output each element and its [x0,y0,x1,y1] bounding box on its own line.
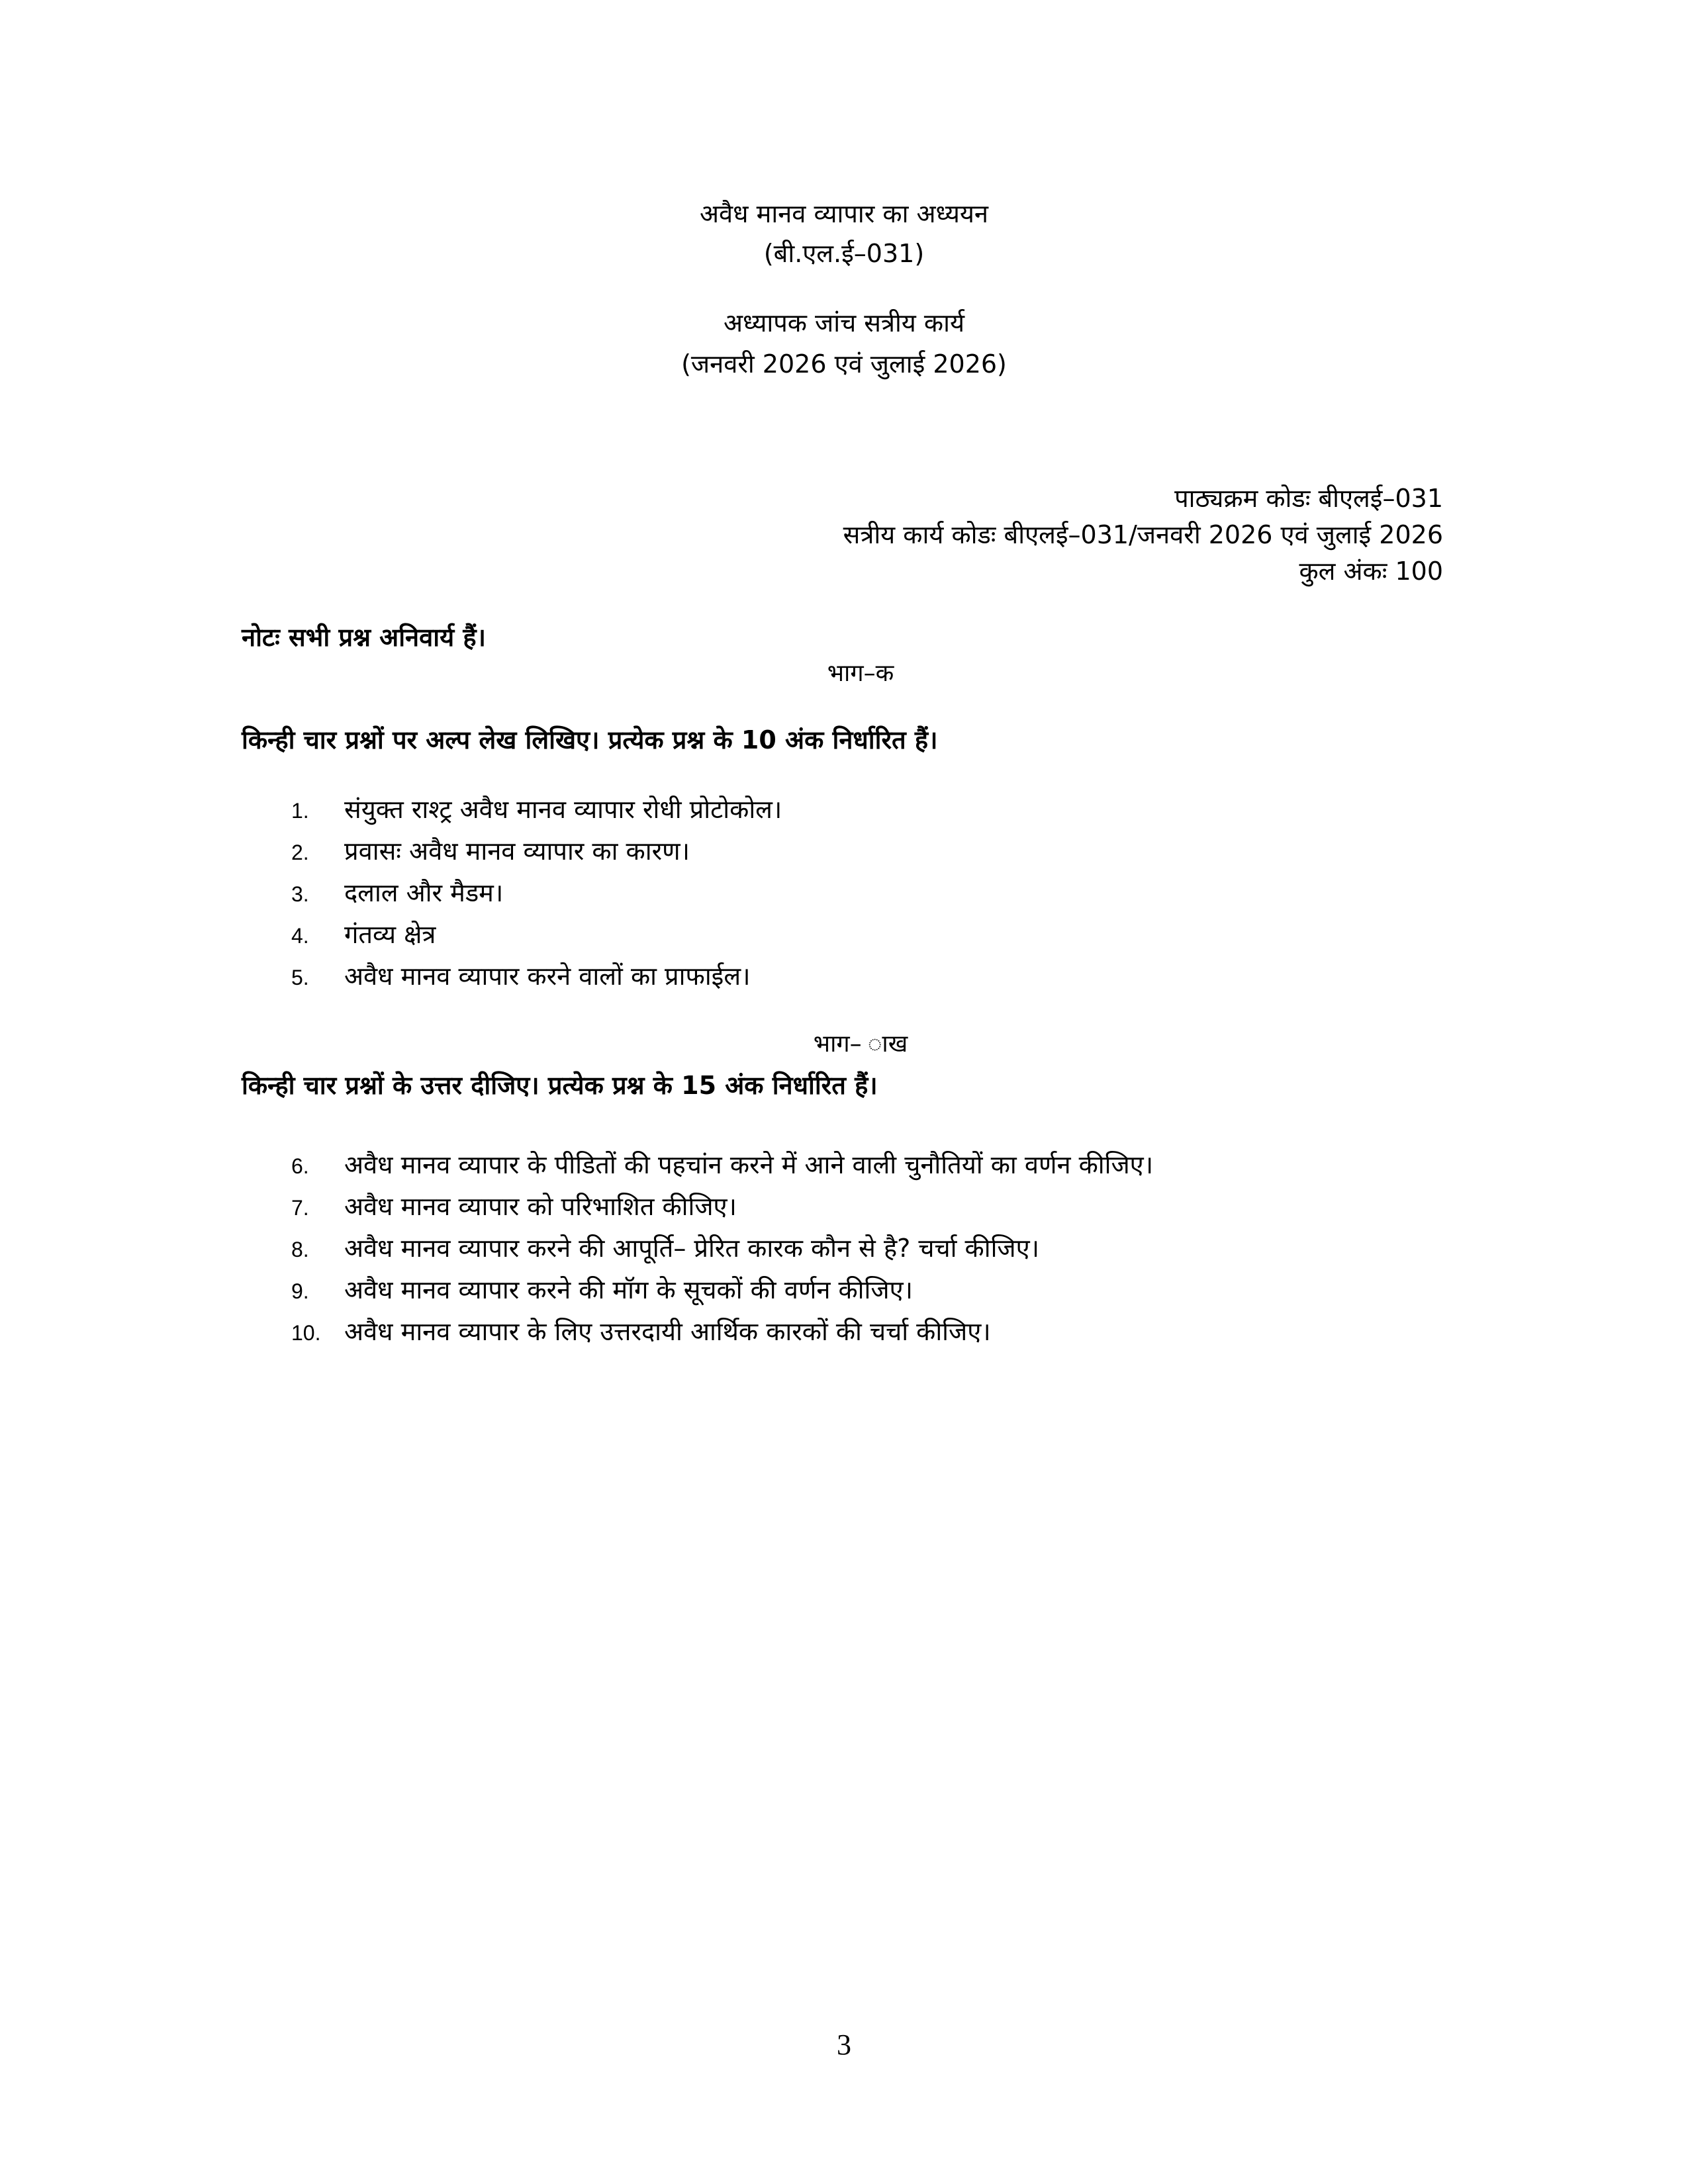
question-item [291,1270,1153,1312]
section-b-heading: भाग– ाख [813,1030,908,1058]
question-number: 2. [291,841,309,864]
section-a-question-list [291,790,782,998]
question-number: 8. [291,1238,309,1261]
question-text: प्रवासः अवैध मानव व्यापार का कारण। [344,837,690,866]
question-text: संयुक्त राश्ट्र अवैध मानव व्यापार रोधी प्रोटोकोल। [344,795,782,824]
question-item [291,1228,1153,1270]
question-text: अवैध मानव व्यापार करने वालों का प्राफाईल। [344,962,751,991]
assignment-title: अध्यापक जांच सत्रीय कार्य [724,308,964,338]
question-item [291,915,782,956]
question-item [291,873,782,915]
section-a-instruction: किन्ही चार प्रश्नों पर अल्प लेख लिखिए। प्रत्येक प्रश्न के 10 अंक निर्धारित हैं। [242,725,938,754]
question-text: अवैध मानव व्यापार के पीडितों की पहचांन करने में आने वाली चुनौतियों का वर्णन कीजिए। [344,1150,1154,1179]
course-code-heading: (बी.एल.ई–031) [763,239,925,268]
question-number: 4. [291,924,309,948]
question-text: दलाल और मैडम। [344,878,504,907]
section-a-heading: भाग–क [827,660,894,687]
question-item [291,1312,1153,1353]
question-item [291,1187,1153,1228]
question-number: 1. [291,799,309,823]
question-item [291,831,782,873]
section-b-question-list [291,1145,1153,1353]
question-number: 3. [291,882,309,906]
question-number: 10. [291,1321,321,1345]
assignment-code-line: सत्रीय कार्य कोडः बीएलई–031/जनवरी 2026 एवं जुलाई 2026 [843,520,1443,549]
question-number: 9. [291,1279,309,1303]
question-text: गंतव्य क्षेत्र [344,920,436,949]
document-title: अवैध मानव व्यापार का अध्ययन [700,199,988,228]
question-text: अवैध मानव व्यापार को परिभाशित कीजिए। [344,1192,737,1221]
note-line: नोटः सभी प्रश्न अनिवार्य हैं। [242,623,486,652]
page-number: 3 [837,2028,851,2061]
question-text: अवैध मानव व्यापार के लिए उत्तरदायी आर्थिक कारकों की चर्चा कीजिए। [344,1317,991,1346]
section-b-instruction: किन्ही चार प्रश्नों के उत्तर दीजिए। प्रत्येक प्रश्न के 15 अंक निर्धारित हैं। [242,1071,878,1100]
question-item [291,790,782,831]
question-number: 7. [291,1196,309,1220]
question-number: 5. [291,966,309,989]
question-number: 6. [291,1154,309,1178]
question-item [291,1145,1153,1187]
course-code-line: पाठ्यक्रम कोडः बीएलई–031 [1174,484,1443,513]
question-item [291,956,782,998]
question-text: अवैध मानव व्यापार करने की आपूर्ति– प्रेरित कारक कौन से है? चर्चा कीजिए। [344,1234,1040,1263]
total-marks-line: कुल अंकः 100 [1299,557,1443,586]
session-heading: (जनवरी 2026 एवं जुलाई 2026) [681,349,1007,379]
question-text: अवैध मानव व्यापार करने की मॉग के सूचकों की वर्णन कीजिए। [344,1275,913,1304]
